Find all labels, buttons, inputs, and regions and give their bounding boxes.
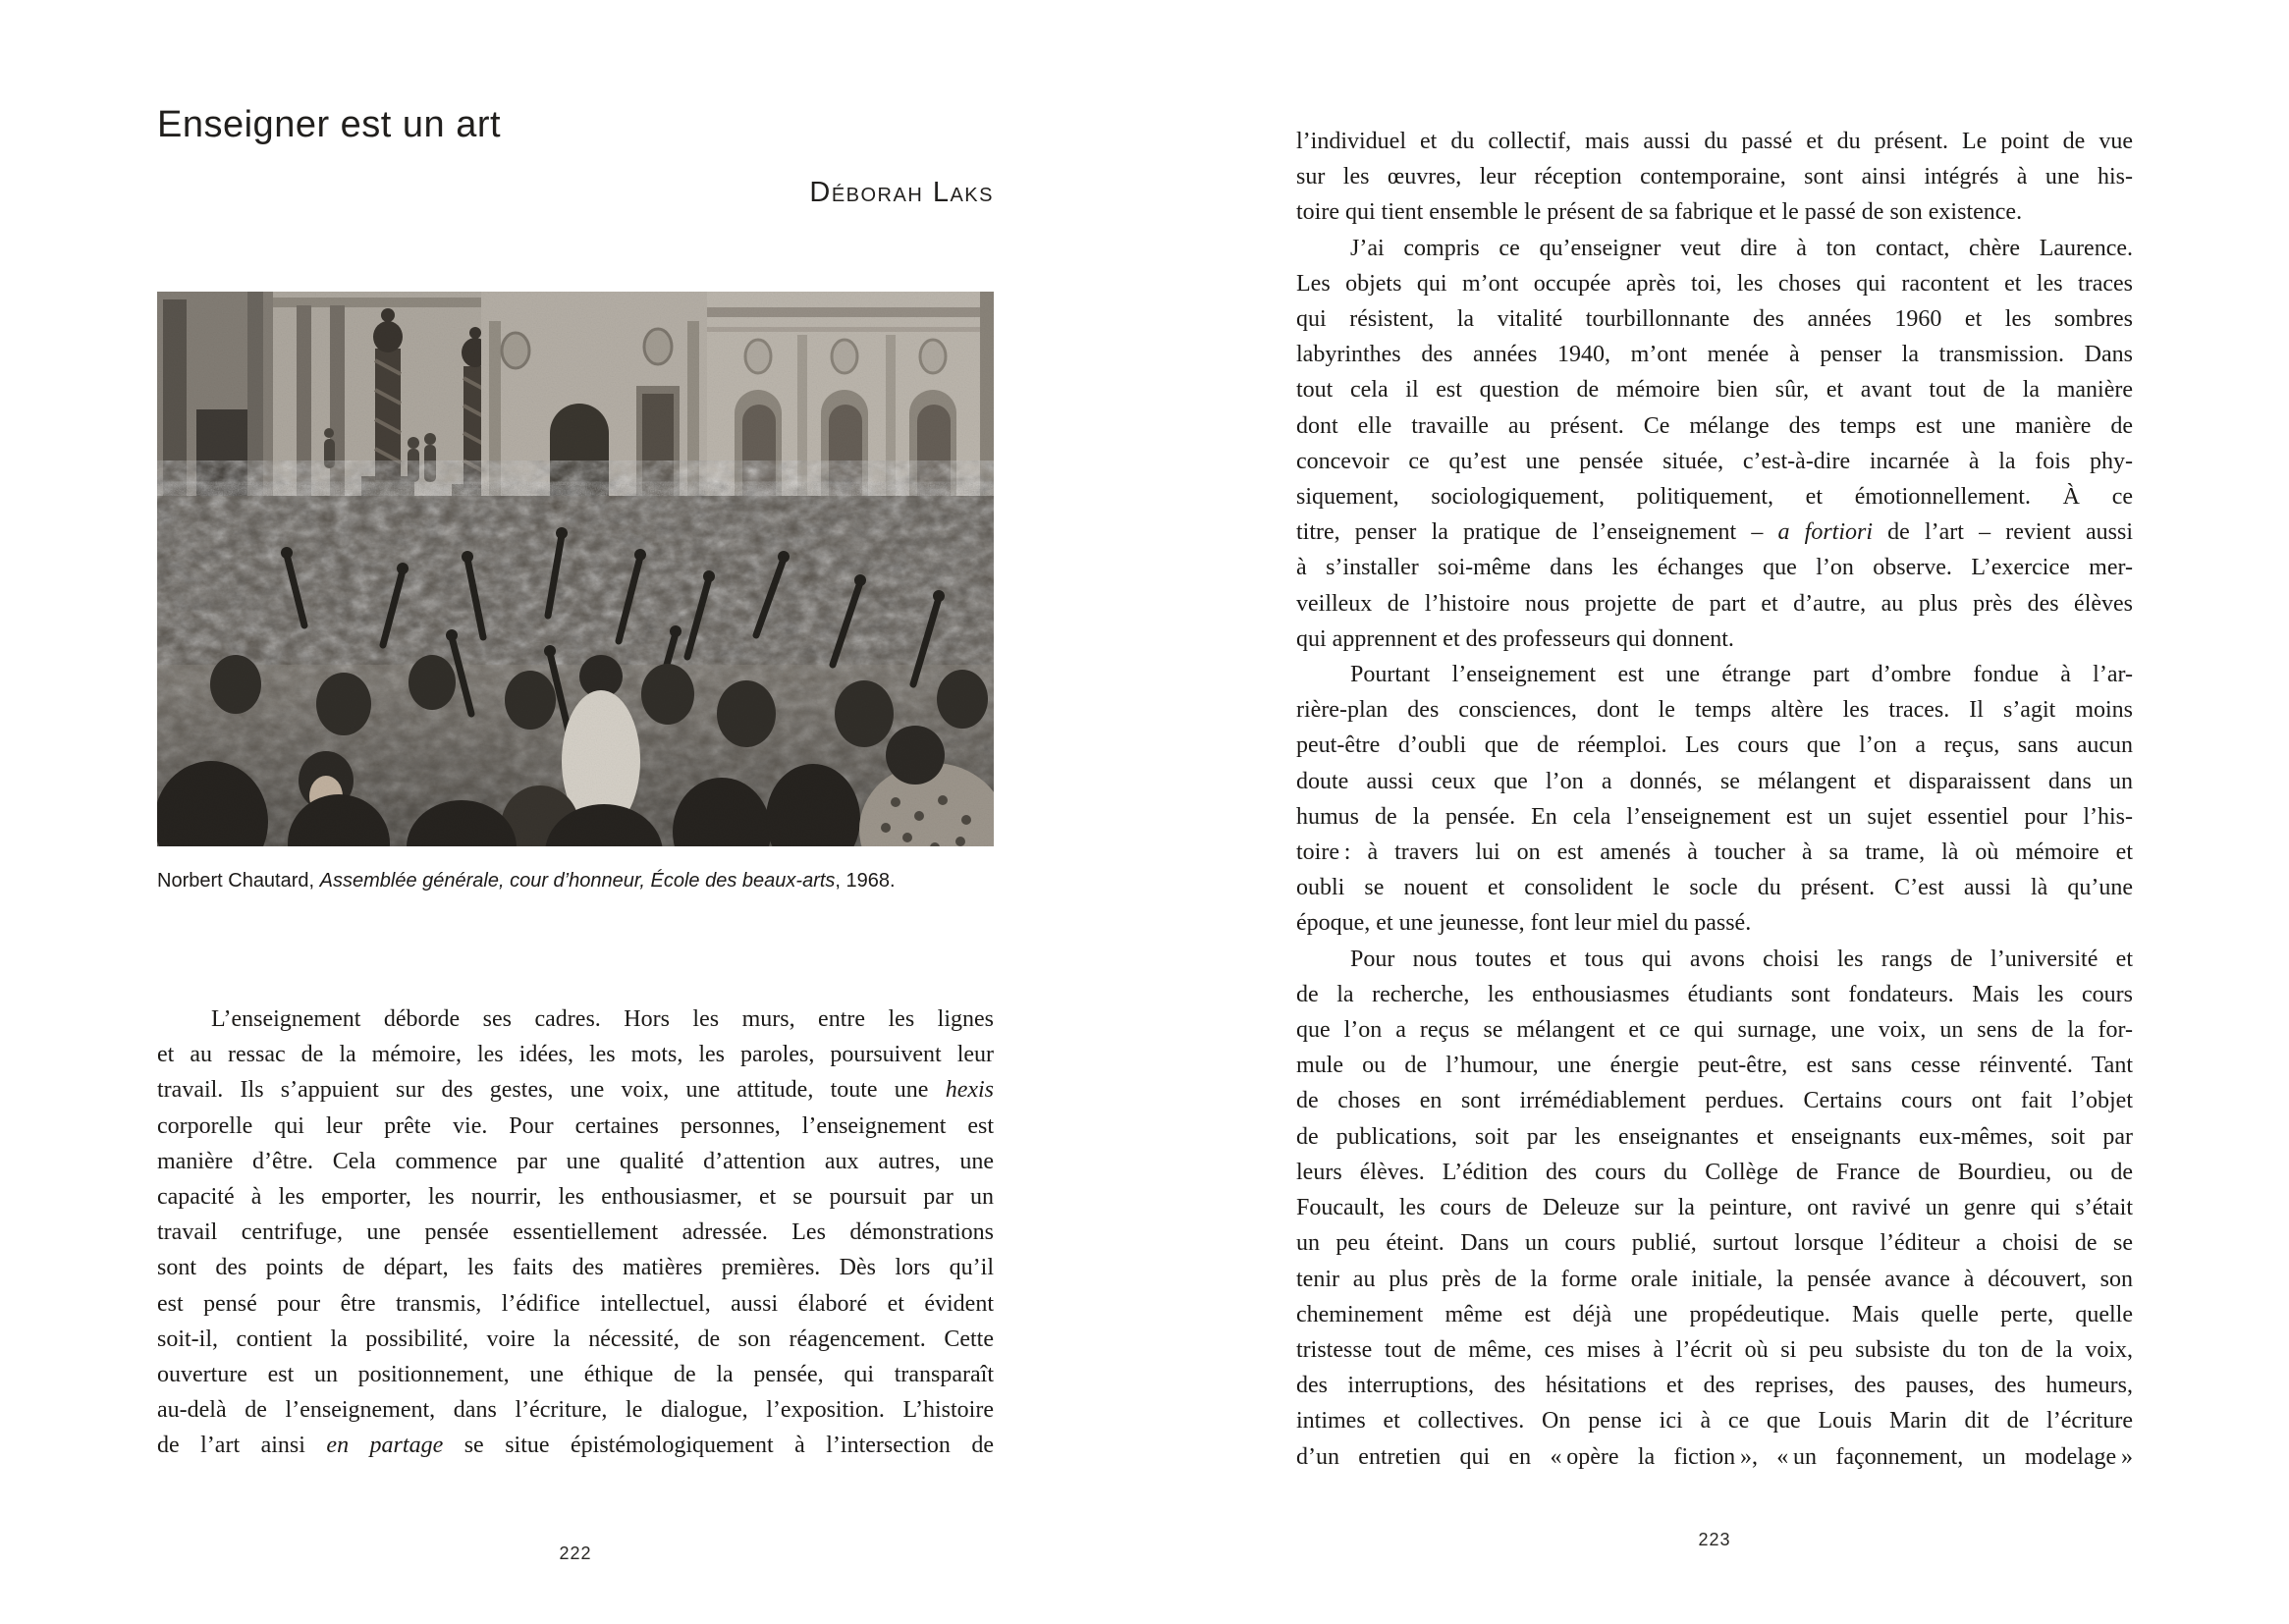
caption-work-title: Assemblée générale, cour d’honneur, École des beaux-arts [319,870,836,892]
text-line: capacité à les emporter, les nourrir, les enthousiasmer, et se poursuit par un [157,1184,994,1211]
text-line: manière d’être. Cela commence par une qualité d’attention aux autres, une [157,1148,994,1174]
text-line: de publications, soit par les enseignantes et enseignants eux-mêmes, soit par [1296,1123,2133,1150]
text-line: époque, et une jeunesse, font leur miel du passé. [1296,910,1752,937]
text-line: de choses en sont irrémédiablement perdues. Certains cours ont fait l’objet [1296,1088,2133,1114]
text-line: J’ai compris ce qu’enseigner veut dire à ton contact, chère Laurence. [1350,235,2133,261]
text-line: Pour nous toutes et tous qui avons choisi les rangs de l’université et [1350,946,2133,972]
text-line: et au ressac de la mémoire, les idées, les mots, les paroles, poursuivent leur [157,1042,994,1068]
caption-year: , 1968. [835,870,896,892]
text-line: peut-être d’oubli que de réemploi. Les cours que l’on a reçus, sans aucun [1296,732,2133,759]
text-line: rière-plan des consciences, dont le temps altère les traces. Il s’agit moins [1296,697,2133,724]
text-line: qui apprennent et des professeurs qui donnent. [1296,625,1734,652]
text-line: Foucault, les cours de Deleuze sur la peinture, ont ravivé un genre qui s’était [1296,1195,2133,1221]
right-body-text [1296,124,2133,1475]
chapter-title: Enseigner est un art [157,104,502,145]
page-number-right: 223 [1698,1530,1731,1549]
text-line: est pensé pour être transmis, l’édifice intellectuel, aussi élaboré et évident [157,1290,994,1317]
text-line: ouverture est un positionnement, une éthique de la pensée, qui transparaît [157,1362,994,1388]
text-line: de la recherche, les enthousiasmes étudiants sont fondateurs. Mais les cours [1296,981,2133,1007]
page-number-left: 222 [559,1543,592,1563]
text-line: tout cela il est question de mémoire bien sûr, et avant tout de la manière [1296,377,2133,404]
text-line: corporelle qui leur prête vie. Pour certaines personnes, l’enseignement est [157,1112,994,1139]
caption-credit: Norbert Chautard, [157,870,320,892]
text-line: Pourtant l’enseignement est une étrange part d’ombre fondue à l’ar- [1350,662,2133,688]
text-line: labyrinthes des années 1940, m’ont menée à penser la transmission. Dans [1296,342,2133,368]
paragraph [1296,942,2133,1475]
paragraph [1296,231,2133,657]
text-line: tristesse tout de même, ces mises à l’écrit où si peu subsiste du ton de la voix, [1296,1336,2133,1363]
text-line: cheminement même est déjà une propédeutique. Mais quelle perte, quelle [1296,1301,2133,1327]
text-line: mule ou de l’humour, une énergie peut-être, est sans cesse réinventé. Tant [1296,1053,2133,1079]
text-line: concevoir ce qu’est une pensée située, c’est-à-dire incarnée à la fois phy- [1296,448,2133,474]
paragraph [1296,124,2133,231]
text-line: leurs élèves. L’édition des cours du Collège de France de Bourdieu, ou de [1296,1159,2133,1185]
text-line: intimes et collectives. On pense ici à ce que Louis Marin dit de l’écriture [1296,1408,2133,1435]
text-line: L’enseignement déborde ses cadres. Hors les murs, entre les lignes [211,1006,994,1032]
text-line: de l’art ainsi en partage se situe épistémologiquement à l’intersection de [157,1433,995,1459]
text-line: doute aussi ceux que l’on a donnés, se mélangent et disparaissent dans un [1296,768,2133,794]
text-line: Les objets qui m’ont occupée après toi, les choses qui racontent et les traces [1296,270,2133,297]
author-name: Déborah Laks [809,177,994,208]
text-line: travail. Ils s’appuient sur des gestes, une voix, une attitude, toute une hexis [157,1077,994,1104]
text-line: siquement, sociologiquement, politiquement, et émotionnellement. À ce [1296,484,2133,511]
text-line: tenir au plus près de la forme orale initiale, la pensée avance à découvert, son [1296,1266,2133,1292]
text-line: au-delà de l’enseignement, dans l’écriture, le dialogue, l’exposition. L’histoire [157,1397,994,1424]
text-line: l’individuel et du collectif, mais aussi du passé et du présent. Le point de vue [1296,129,2133,154]
text-line: à s’installer soi-même dans les échanges que l’on observe. L’exercice mer- [1296,555,2133,581]
text-line: d’un entretien qui en « opère la fiction », « un façonnement, un modelage » [1296,1443,2133,1470]
text-line: toire : à travers lui on est amenés à toucher à sa trame, là où mémoire et [1296,839,2133,866]
paragraph [1296,657,2133,942]
text-line: dont elle travaille au présent. Ce mélange des temps est une manière de [1296,412,2133,439]
text-line: titre, penser la pratique de l’enseignement – a fortiori de l’art – revient aussi [1296,519,2133,546]
text-line: sont des points de départ, les faits des matières premières. Dès lors qu’il [157,1255,994,1281]
text-line: oubli se nouent et consolident le socle du présent. C’est aussi là qu’une [1296,875,2133,901]
text-line: un peu éteint. Dans un cours publié, surtout lorsque l’éditeur a choisi de se [1296,1230,2133,1257]
text-line: sur les œuvres, leur réception contemporaine, sont ainsi intégrés à une his- [1296,164,2133,190]
text-line: que l’on a reçus se mélangent et ce qui surnage, une voix, un sens de la for- [1296,1017,2133,1044]
text-line: travail centrifuge, une pensée essentiellement adressée. Les démonstrations [157,1219,994,1246]
text-line: qui résistent, la vitalité tourbillonnante des années 1960 et les sombres [1296,306,2133,333]
text-line: humus de la pensée. En cela l’enseignement est un sujet essentiel pour l’his- [1296,803,2133,830]
text-line: soit-il, contient la possibilité, voire la nécessité, de son réagencement. Cette [157,1326,994,1352]
text-line: des interruptions, des hésitations et des reprises, des pauses, des humeurs, [1296,1373,2133,1399]
text-line: toire qui tient ensemble le présent de sa fabrique et le passé de son existence. [1296,199,2023,226]
text-line: veilleux de l’histoire nous projette de part et d’autre, au plus près des élèves [1296,590,2133,617]
